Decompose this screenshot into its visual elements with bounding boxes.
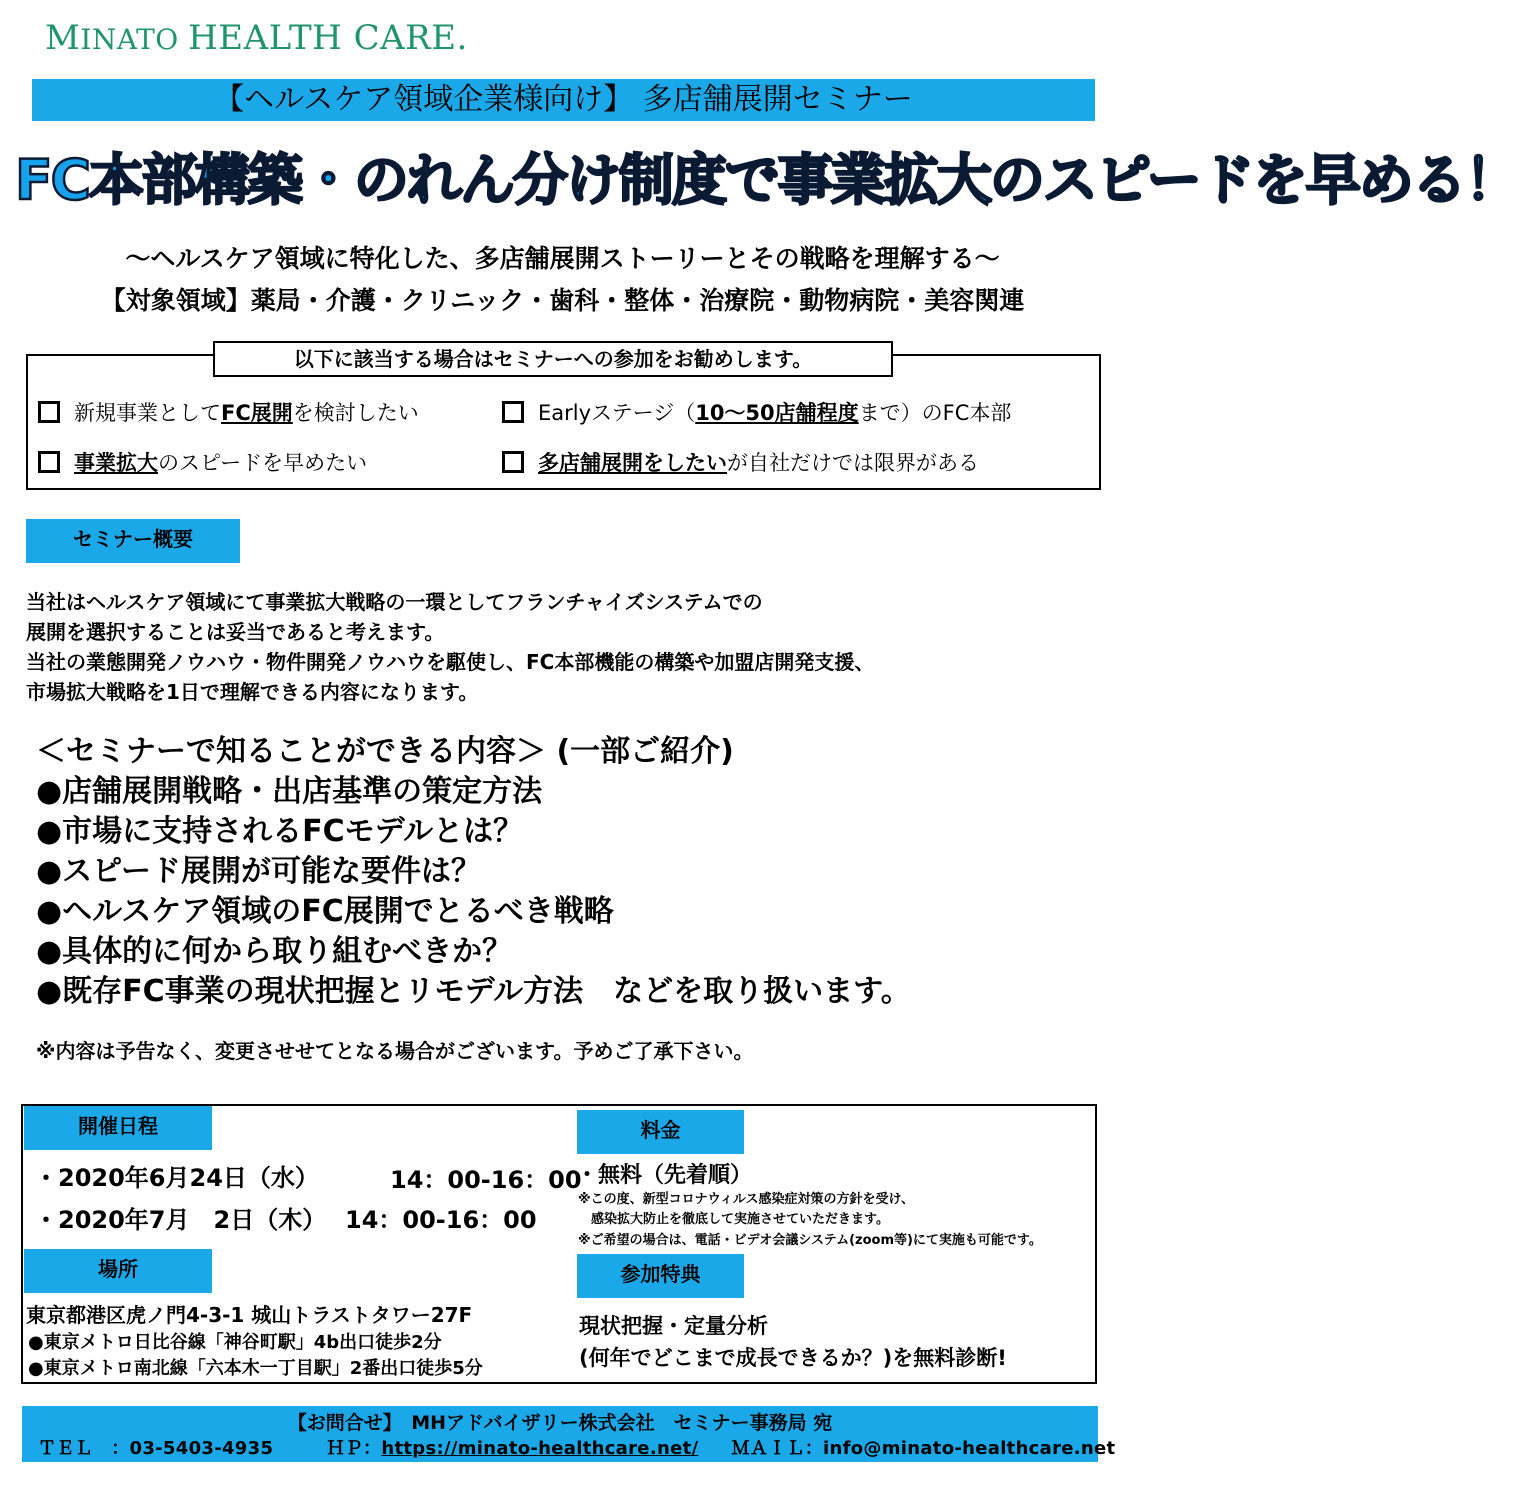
recommend-title: 以下に該当する場合はセミナーへの参加をお勧めします。 <box>213 341 893 377</box>
fee-label: 料金 <box>577 1110 744 1154</box>
disclaimer-note: ※内容は予告なく、変更させせてとなる場合がございます。予めご了承下さい。 <box>36 1039 754 1063</box>
schedule-date-2: ・2020年7月 2日（木） <box>34 1206 327 1234</box>
learn-title: ＜セミナーで知ることができる内容＞ (一部ご紹介) <box>36 734 734 769</box>
subtitle: ～ヘルスケア領域に特化した、多店舗展開ストーリーとその戦略を理解する～ <box>125 244 1000 273</box>
checkbox-text: 新規事業として <box>74 401 221 425</box>
learn-section <box>36 732 911 1012</box>
checkbox-text: を検討したい <box>292 401 419 425</box>
checkbox-text: Earlyステージ（ <box>538 401 696 425</box>
checkbox-text: が自社だけでは限界がある <box>727 451 979 475</box>
fee-note-1: ※この度、新型コロナウィルス感染症対策の方針を受け、 <box>578 1192 914 1207</box>
target-areas: 【対象領域】薬局・介護・クリニック・歯科・整体・治療院・動物病院・美容関連 <box>100 286 1025 315</box>
checkbox-text: まで）のFC本部 <box>858 401 1012 425</box>
checkbox-emphasis: 事業拡大 <box>74 451 158 475</box>
checkbox-icon[interactable] <box>38 401 60 423</box>
overview-text <box>26 587 874 707</box>
headline: FC本部構築・のれん分け制度で事業拡大のスピードを早める！ <box>15 148 1518 212</box>
venue-access-1: ●東京メトロ日比谷線「神谷町駅」4b出口徒歩2分 <box>28 1332 442 1353</box>
checkbox-emphasis: 多店舗展開をしたい <box>538 451 727 475</box>
checkbox-item-new-business[interactable] <box>38 397 419 427</box>
learn-point: ●具体的に何から取り組むべきか？ <box>36 934 513 969</box>
schedule-time-2: 14：00-16：00 <box>345 1206 537 1234</box>
schedule-time-1: 14：00-16：00 <box>390 1166 582 1194</box>
venue-label: 場所 <box>24 1249 212 1293</box>
checkbox-icon[interactable] <box>502 401 524 423</box>
overview-line: 当社の業態開発ノウハウ・物件開発ノウハウを駆使し、FC本部機能の構築や加盟店開発支援、 <box>26 650 875 674</box>
bonus-line-1: 現状把握・定量分析 <box>579 1314 768 1338</box>
fee-note-3: ※ご希望の場合は、電話・ビデオ会議システム(zoom等)にて実施も可能です。 <box>578 1233 1042 1248</box>
tel-label: ＴＥＬ ： <box>38 1438 130 1459</box>
tel-number: 03-5403-4935 <box>129 1438 274 1459</box>
company-logo <box>45 18 468 58</box>
hp-link[interactable]: https://minato-healthcare.net/ <box>381 1438 699 1459</box>
checkbox-icon[interactable] <box>502 451 524 473</box>
bonus-line-2: (何年でどこまで成長できるか？)を無料診断! <box>579 1346 1007 1370</box>
overview-line: 展開を選択することは妥当であると考えます。 <box>26 620 445 644</box>
contact-details <box>38 1434 1115 1460</box>
fee-note-2: 感染拡大防止を徹底して実施させていただきます。 <box>578 1212 889 1227</box>
checkbox-item-speed[interactable] <box>38 447 367 477</box>
fee-text: ・無料（先着順） <box>576 1163 753 1188</box>
mail-address[interactable]: info@minato-healthcare.net <box>823 1438 1116 1459</box>
venue-address: 東京都港区虎ノ門4-3-1 城山トラストタワー27F <box>26 1303 473 1327</box>
logo-part: M <box>45 18 81 58</box>
overview-label: セミナー概要 <box>26 519 240 563</box>
logo-part: HEALTH CARE. <box>188 18 468 58</box>
checkbox-item-early-stage[interactable] <box>502 397 1011 427</box>
hp-label: ＨＰ： <box>326 1438 382 1459</box>
learn-point: ●スピード展開が可能な要件は？ <box>36 854 481 889</box>
checkbox-emphasis: FC展開 <box>221 401 293 425</box>
overview-line: 当社はヘルスケア領域にて事業拡大戦略の一環としてフランチャイズシステムでの <box>26 590 763 614</box>
learn-point: ●市場に支持されるFCモデルとは？ <box>36 814 524 849</box>
schedule-date-1: ・2020年6月24日（水） <box>34 1164 319 1192</box>
learn-point: ●店舗展開戦略・出店基準の策定方法 <box>36 774 543 809</box>
contact-title: 【お問合せ】 MHアドバイザリー株式会社 セミナー事務局 宛 <box>287 1412 833 1434</box>
learn-point: ●既存FC事業の現状把握とリモデル方法 などを取り扱います。 <box>36 974 911 1009</box>
checkbox-emphasis: 10～50店舗程度 <box>695 401 859 425</box>
seminar-banner: 【ヘルスケア領域企業様向け】 多店舗展開セミナー <box>32 79 1095 121</box>
venue-access-2: ●東京メトロ南北線「六本木一丁目駅」2番出口徒歩5分 <box>28 1358 483 1379</box>
checkbox-item-multi-store[interactable] <box>502 447 979 477</box>
overview-line: 市場拡大戦略を1日で理解できる内容になります。 <box>26 680 479 704</box>
logo-part: INATO <box>80 23 189 56</box>
checkbox-text: のスピードを早めたい <box>158 451 368 475</box>
learn-point: ●ヘルスケア領域のFC展開でとるべき戦略 <box>36 894 614 929</box>
contact-footer <box>22 1406 1116 1462</box>
mail-label: ＭＡＩＬ： <box>731 1438 824 1459</box>
checkbox-icon[interactable] <box>38 451 60 473</box>
schedule-label: 開催日程 <box>24 1106 212 1150</box>
bonus-label: 参加特典 <box>577 1254 744 1298</box>
